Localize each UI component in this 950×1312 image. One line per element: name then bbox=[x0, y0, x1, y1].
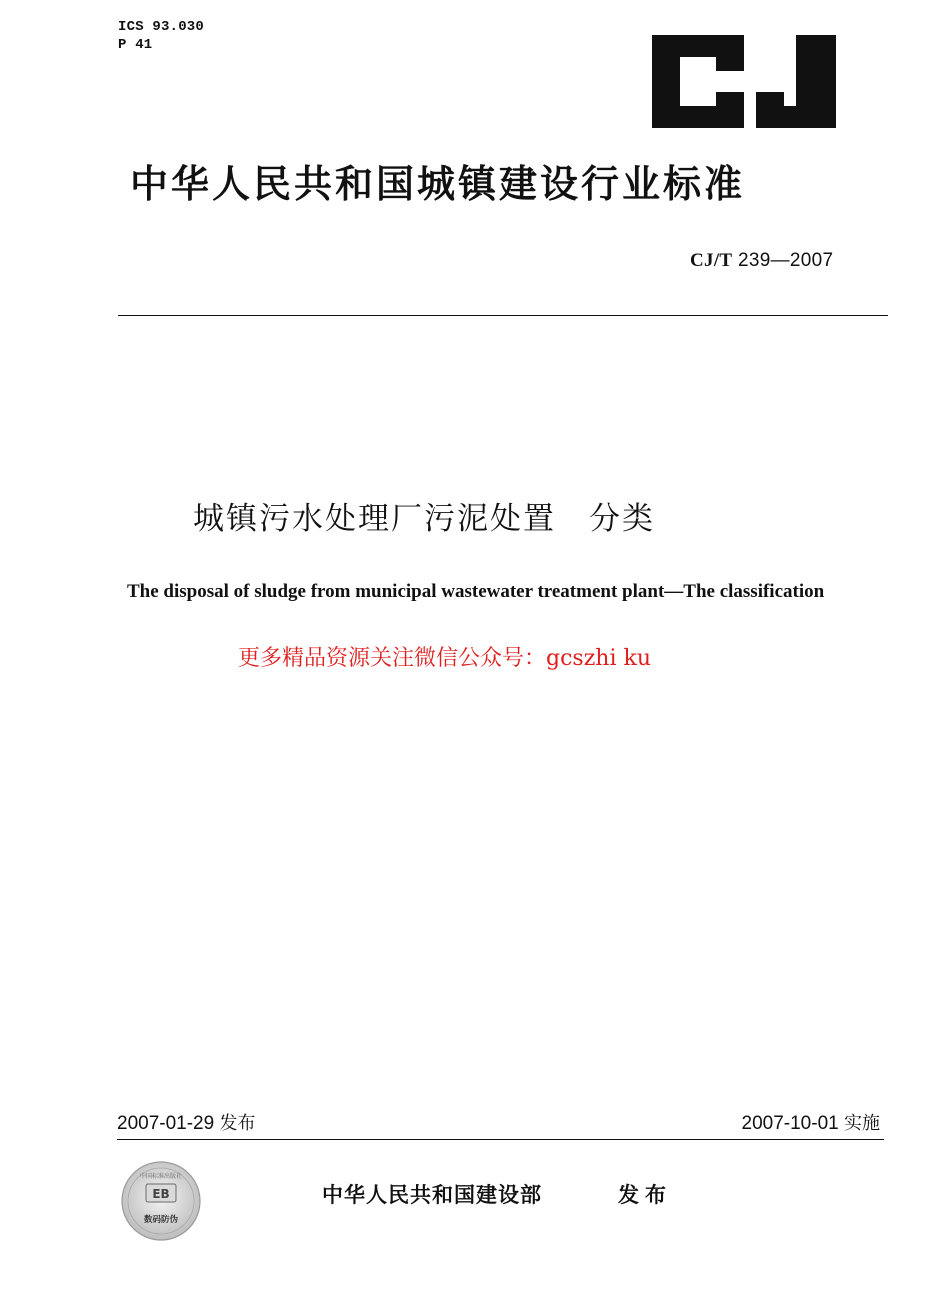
issue-date bbox=[117, 1111, 255, 1137]
anti-counterfeit-seal bbox=[120, 1160, 202, 1242]
publisher: 中华人民共和国建设部 bbox=[322, 1183, 542, 1207]
standard-number bbox=[690, 248, 833, 274]
ics-code: ICS 93.030 bbox=[118, 19, 205, 35]
implementation-date-value: 2007-10-01 bbox=[741, 1113, 839, 1134]
cj-logo bbox=[652, 35, 836, 128]
standard-number-prefix: CJ/T bbox=[690, 250, 733, 271]
classification-codes bbox=[118, 18, 204, 54]
header-divider bbox=[118, 315, 888, 316]
footer-divider bbox=[117, 1139, 884, 1140]
seal-top-text: 中国标准出版社 bbox=[139, 1173, 183, 1180]
svg-text:EB: EB bbox=[152, 1187, 170, 1201]
standard-number-value: 239—2007 bbox=[737, 250, 834, 271]
english-title: The disposal of sludge from municipal wastewater treatment plant—The classification bbox=[127, 581, 825, 602]
issue-date-value: 2007-01-29 bbox=[117, 1113, 215, 1134]
promo-watermark-text: 更多精品资源关注微信公众号：gcszhi ku bbox=[238, 646, 651, 671]
seal-bottom-text: 数码防伪 bbox=[143, 1215, 179, 1225]
issue-date-label: 发布 bbox=[219, 1113, 256, 1134]
implementation-date-label: 实施 bbox=[844, 1113, 880, 1134]
issuing-category-title: 中华人民共和国城镇建设行业标准 bbox=[130, 162, 746, 206]
ccs-code: P 41 bbox=[118, 37, 153, 53]
publish-label: 发布 bbox=[618, 1183, 672, 1207]
chinese-title: 城镇污水处理厂污泥处置 分类 bbox=[193, 501, 655, 537]
implementation-date bbox=[742, 1111, 880, 1137]
